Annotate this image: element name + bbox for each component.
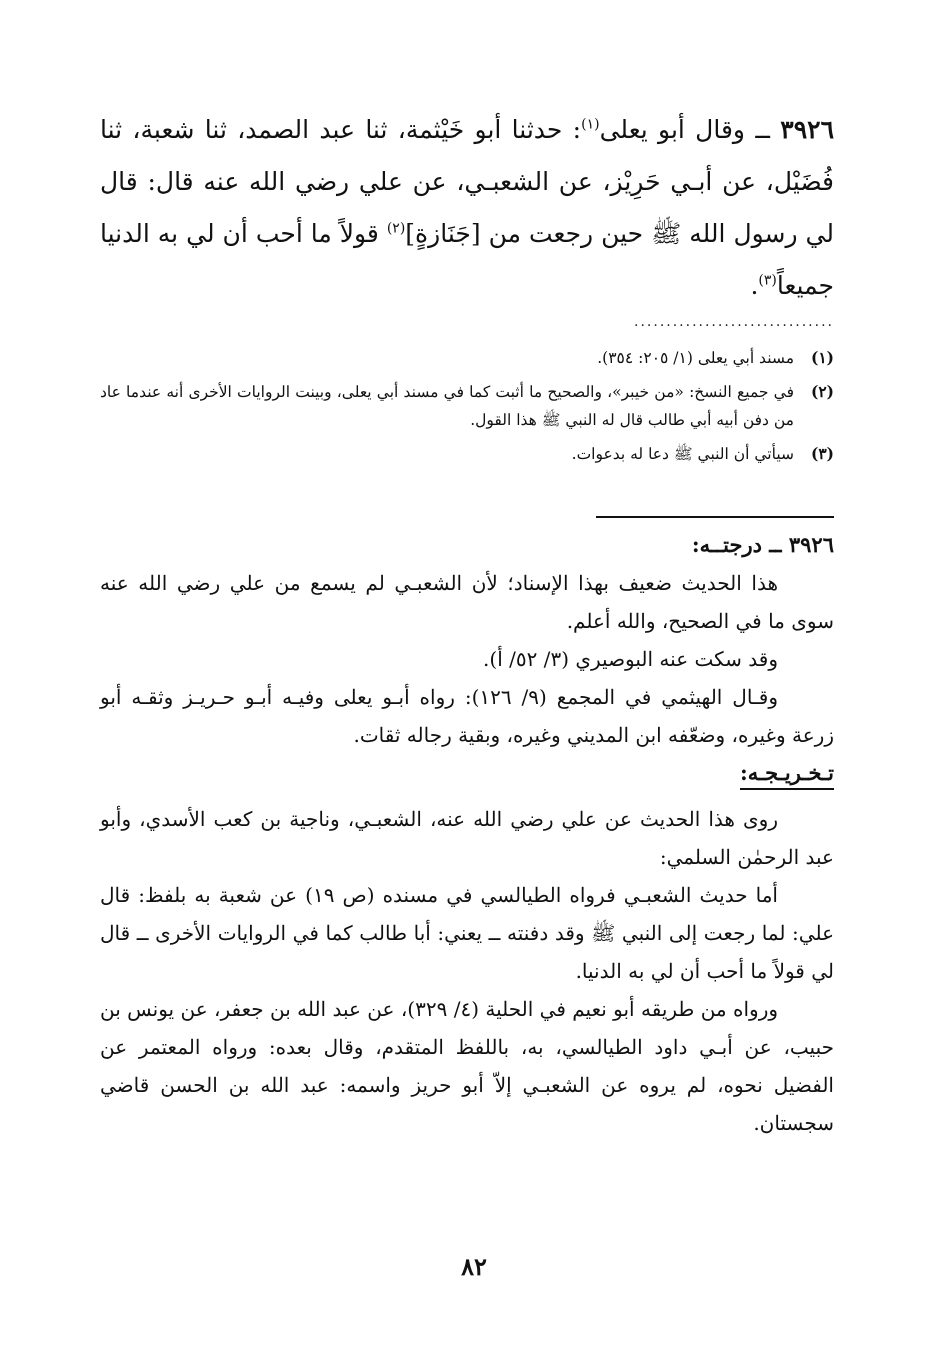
hadith-text-part-a: : حدثنا أبو خَيْثمة، ثنا عبد الصمد، ثنا شعبة، ثنا فُضَيْل، عن أبـي حَرِيْز، عن الشعبـي، عن علي رضي الله عنه قال: قال لي رسول الله ﷺ حين رجعت من [جَنَازةٍ]: [100, 115, 834, 248]
footnote-text: في جميع النسخ: «من خيبر»، والصحيح ما أثبت كما في مسند أبي يعلى، وبينت الروايات الأخرى أنه عندما عاد من دفن أبيه أبي طالب قال له النبي ﷺ هذا القول.: [100, 383, 794, 429]
grade-paragraph-3: وقـال الهيثمي في المجمع (٩/ ١٢٦): رواه أبـو يعلى وفيـه أبـو حـريـز وثقـه أبو زرعة وغيره، وضعّفه ابن المديني وغيره، وبقية رجاله ثقات.: [100, 685, 834, 747]
footnote-mark: (١): [810, 348, 834, 367]
footnote-ref-3: (٣): [758, 272, 777, 289]
hadith-number: ٣٩٢٦: [780, 115, 835, 144]
footnote-text: سيأتي أن النبي ﷺ دعا له بدعوات.: [571, 445, 794, 463]
takhrij-paragraph-1: روى هذا الحديث عن علي رضي الله عنه، الشعبـي، وناجية بن كعب الأسدي، وأبو عبد الرحمٰن السلمي:: [100, 807, 834, 869]
grade-heading: ٣٩٢٦ ــ درجتــه:: [691, 532, 834, 557]
commentary: [100, 526, 834, 1142]
takhrij-paragraph-2: أما حديث الشعبـي فرواه الطيالسي في مسنده (ص ١٩) عن شعبة به بلفظ: قال علي: لما رجعت إلى النبي ﷺ وقد دفنته ــ يعني: أبا طالب كما في الروايات الأخرى ــ قال لي قولاً ما أحب أن لي به الدنيا.: [100, 883, 834, 983]
footnotes: [100, 344, 834, 474]
footnote-separator: ...............................: [634, 314, 834, 330]
grade-paragraph-1: هذا الحديث ضعيف بهذا الإسناد؛ لأن الشعبـي لم يسمع من علي رضي الله عنه سوى ما في الصحيح، والله أعلم.: [100, 571, 834, 633]
grade-paragraph-2: وقد سكت عنه البوصيري (٣/ ٥٢/ أ).: [483, 647, 778, 671]
takhrij-paragraph-3: ورواه من طريقه أبو نعيم في الحلية (٤/ ٣٢٩)، عن عبد الله بن جعفر، عن يونس بن حبيب، عن أبـي داود الطيالسي، به، باللفظ المتقدم، وقال بعده: ورواه المعتمر عن الفضيل نحوه، لم يروه عن الشعبـي إلاّ أبو حريز واسمه: عبد الله بن الحسن قاضي سجستان.: [100, 997, 834, 1135]
hadith-text: [100, 104, 834, 312]
footnote-mark: (٣): [810, 444, 834, 463]
footnote-3: [100, 440, 834, 468]
hadith-end: .: [750, 271, 759, 300]
page-number: ٨٢: [461, 1252, 487, 1281]
footnote-1: [100, 344, 834, 372]
section-divider: [596, 516, 834, 518]
footnote-2: [100, 378, 834, 434]
footnote-ref-1: (١): [581, 116, 600, 133]
footnote-mark: (٢): [810, 382, 834, 401]
footnote-text: مسند أبي يعلى (١/ ٢٠٥: ٣٥٤).: [597, 349, 794, 367]
footnote-ref-2: (٢): [386, 220, 406, 237]
hadith-intro: وقال أبو يعلى: [599, 115, 745, 144]
hadith-dash: ــ: [755, 115, 770, 144]
takhrij-heading: تـخـريـجـه:: [740, 758, 834, 790]
hadith-text-part-b: قولاً ما أحب أن لي به الدنيا جميعاً: [100, 219, 834, 300]
